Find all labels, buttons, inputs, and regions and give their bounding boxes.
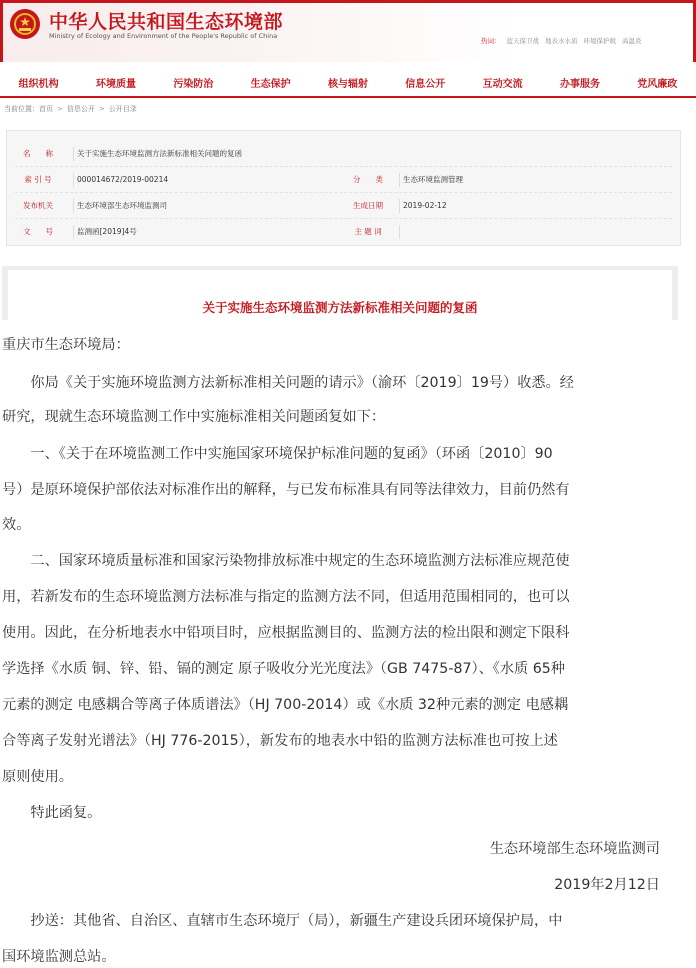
body-line: 合等离子发射光谱法》（HJ 776-2015），新发布的地表水中铅的监测方法标准也可按上述 bbox=[2, 733, 558, 749]
meta-label: 生成日期 bbox=[353, 201, 383, 210]
body-line: 元素的测定 电感耦合等离子体质谱法》（HJ 700-2014）或《水质 32种元素的测定 电感耦 bbox=[2, 697, 569, 713]
breadcrumb-home[interactable]: 首页 bbox=[39, 105, 53, 113]
nav-item-organization[interactable]: 组织机构 bbox=[18, 79, 59, 90]
signature: 生态环境部生态环境监测司 bbox=[489, 841, 660, 857]
breadcrumb-separator: > bbox=[98, 105, 105, 113]
body-line: 二、国家环境质量标准和国家污染物排放标准中规定的生态环境监测方法标准应规范使 bbox=[2, 553, 570, 569]
meta-value: 2019-02-12 bbox=[403, 201, 447, 210]
meta-value: 生态环境部生态环境监测司 bbox=[77, 201, 167, 210]
meta-value: 监测函[2019]4号 bbox=[77, 227, 137, 236]
nav-item-pollution-control[interactable]: 污染防治 bbox=[173, 79, 214, 90]
breadcrumb-info[interactable]: 信息公开 bbox=[66, 105, 95, 113]
body-line: 效。 bbox=[2, 517, 31, 533]
nav-item-environment-quality[interactable]: 环境质量 bbox=[95, 79, 136, 90]
hot-word-link[interactable]: 地表水水质 bbox=[545, 37, 578, 45]
meta-label: 名 称 bbox=[23, 149, 53, 158]
site-subtitle: Ministry of Ecology and Environment of the People's Republic of China bbox=[49, 32, 278, 40]
body-line: 一、《关于在环境监测工作中实施国家环境保护标准问题的复函》（环函〔2010〕90 bbox=[2, 446, 553, 462]
breadcrumb-catalog[interactable]: 公开目录 bbox=[108, 105, 137, 113]
hot-word-link[interactable]: 蓝天保卫战 bbox=[506, 37, 539, 45]
meta-value: 生态环境监测管理 bbox=[403, 175, 463, 184]
nav-item-services[interactable]: 办事服务 bbox=[559, 79, 600, 90]
nav-item-interaction[interactable]: 互动交流 bbox=[482, 79, 523, 90]
article-body bbox=[2, 0, 678, 968]
meta-value: 000014672/2019-00214 bbox=[77, 175, 169, 184]
body-line: 重庆市生态环境局： bbox=[2, 337, 130, 353]
meta-label: 文 号 bbox=[23, 227, 53, 236]
hot-word-link[interactable]: 高温炎 bbox=[622, 37, 642, 45]
body-line: 你局《关于实施环境监测方法新标准相关问题的请示》（渝环〔2019〕19号）收悉。经 bbox=[2, 375, 574, 391]
meta-label: 索 引 号 bbox=[24, 175, 52, 184]
nav-item-nuclear-radiation[interactable]: 核与辐射 bbox=[327, 79, 368, 90]
body-line: 学选择《水质 铜、锌、铅、镉的测定 原子吸收分光光度法》（GB 7475-87）、《水质 65种 bbox=[2, 661, 565, 677]
site-title[interactable]: 中华人民共和国生态环境部 bbox=[49, 11, 284, 33]
hot-words-label: 热词： bbox=[481, 37, 501, 45]
hot-word-link[interactable]: 环境保护税 bbox=[583, 37, 616, 45]
nav-item-party[interactable]: 党风廉政 bbox=[637, 79, 678, 90]
body-line: 使用。因此，在分析地表水中铅项目时，应根据监测目的、监测方法的检出限和测定下限科 bbox=[2, 625, 570, 641]
meta-label: 发布机关 bbox=[23, 201, 53, 210]
body-line: 号）是原环境保护部依法对标准作出的解释，与已发布标准具有同等法律效力，目前仍然有 bbox=[2, 482, 570, 498]
nav-item-info-disclosure[interactable]: 信息公开 bbox=[405, 79, 446, 90]
breadcrumb-separator: > bbox=[57, 105, 63, 113]
breadcrumb-prefix: 当前位置： bbox=[4, 105, 39, 113]
body-line: 原则使用。 bbox=[2, 769, 73, 785]
signature-date: 2019年2月12日 bbox=[554, 877, 660, 893]
meta-value: 关于实施生态环境监测方法新标准相关问题的复函 bbox=[77, 149, 242, 158]
meta-label: 主 题 词 bbox=[354, 227, 382, 236]
body-line: 用，若新发布的生态环境监测方法标准与指定的监测方法不同，但适用范围相同的，也可以 bbox=[2, 589, 570, 605]
article-title: 关于实施生态环境监测方法新标准相关问题的复函 bbox=[202, 300, 478, 315]
nav-item-ecology[interactable]: 生态保护 bbox=[250, 79, 291, 90]
body-line: 特此函复。 bbox=[2, 805, 102, 821]
meta-label: 分 类 bbox=[353, 175, 383, 184]
cc-line: 国环境监测总站。 bbox=[2, 949, 116, 965]
body-line: 研究，现就生态环境监测工作中实施标准相关问题函复如下： bbox=[2, 409, 386, 425]
cc-line: 抄送：其他省、自治区、直辖市生态环境厅（局），新疆生产建设兵团环境保护局，中 bbox=[2, 913, 563, 929]
